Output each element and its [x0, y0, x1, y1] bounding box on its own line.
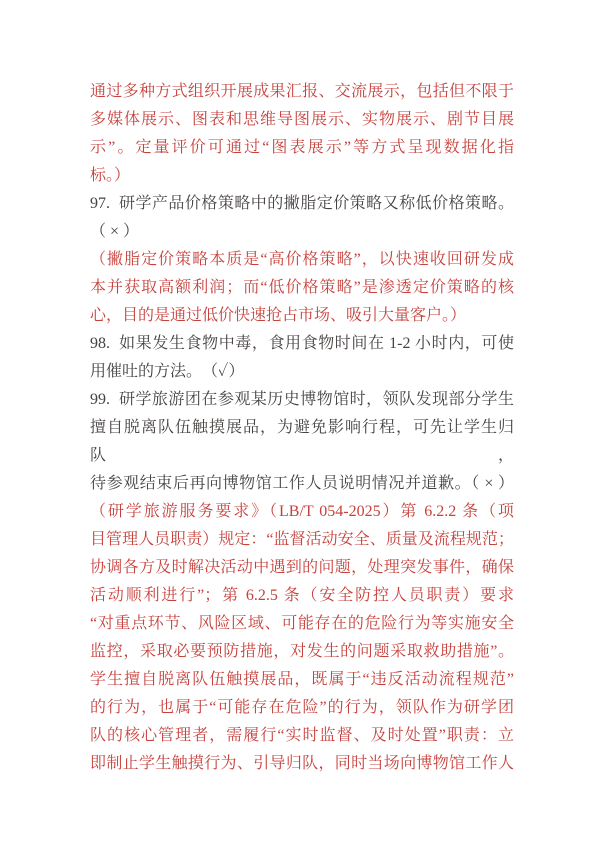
document-line: 监控，采取必要预防措施，对发生的问题采取救助措施”。	[90, 643, 514, 660]
document-line: 通过多种方式组织开展成果汇报、交流展示，包括但不限于	[90, 83, 514, 100]
document-line: “对重点环节、风险区域、可能存在的危险行为等实施安全	[90, 615, 514, 632]
document-line: 标。）	[90, 167, 131, 184]
document-line: 擅自脱离队伍触摸展品，为避免影响行程，可先让学生归队，	[90, 419, 514, 464]
document-line: （撇脂定价策略本质是“高价格策略”，以快速收回研发成	[90, 251, 514, 268]
document-line: 98. 如果发生食物中毒，食用食物时间在 1-2 小时内，可使	[90, 335, 514, 352]
document-line: 97. 研学产品价格策略中的撇脂定价策略又称低价格策略。	[90, 195, 514, 212]
document-line: 协调各方及时解决活动中遇到的问题，处理突发事件，确保	[90, 559, 514, 576]
document-line: 99. 研学旅游团在参观某历史博物馆时，领队发现部分学生	[90, 391, 514, 408]
document-line: 用催吐的方法。 （✓）	[90, 363, 245, 380]
document-line: 的行为，也属于“可能存在危险”的行为，领队作为研学团	[90, 699, 514, 716]
document-line: 本并获取高额利润；而“低价格策略”是渗透定价策略的核	[90, 279, 514, 296]
document-line: 队的核心管理者，需履行“实时监督、及时处置”职责：立	[90, 727, 514, 744]
document-line: 活动顺利进行”；第 6.2.5 条（安全防控人员职责）要求	[90, 587, 514, 604]
document-line: （ × ）	[90, 223, 140, 240]
document-body	[90, 78, 514, 778]
document-line: 心，目的是通过低价快速抢占市场、吸引大量客户。）	[90, 307, 467, 324]
document-line: 示”。定量评价可通过“图表展示”等方式呈现数据化指	[90, 139, 514, 156]
document-line: 学生擅自脱离队伍触摸展品，既属于“违反活动流程规范”	[90, 671, 514, 688]
document-line: 目管理人员职责）规定：“监督活动安全、质量及流程规范；	[90, 531, 514, 548]
document-line: 多媒体展示、图表和思维导图展示、实物展示、剧节目展	[90, 111, 514, 128]
document-line: 即制止学生触摸行为、引导归队，同时当场向博物馆工作人	[90, 755, 514, 772]
document-line: 待参观结束后再向博物馆工作人员说明情况并道歉。（ × ）	[90, 475, 514, 492]
document-line: （研学旅游服务要求》（LB/T 054-2025）第 6.2.2 条（项	[90, 503, 514, 520]
